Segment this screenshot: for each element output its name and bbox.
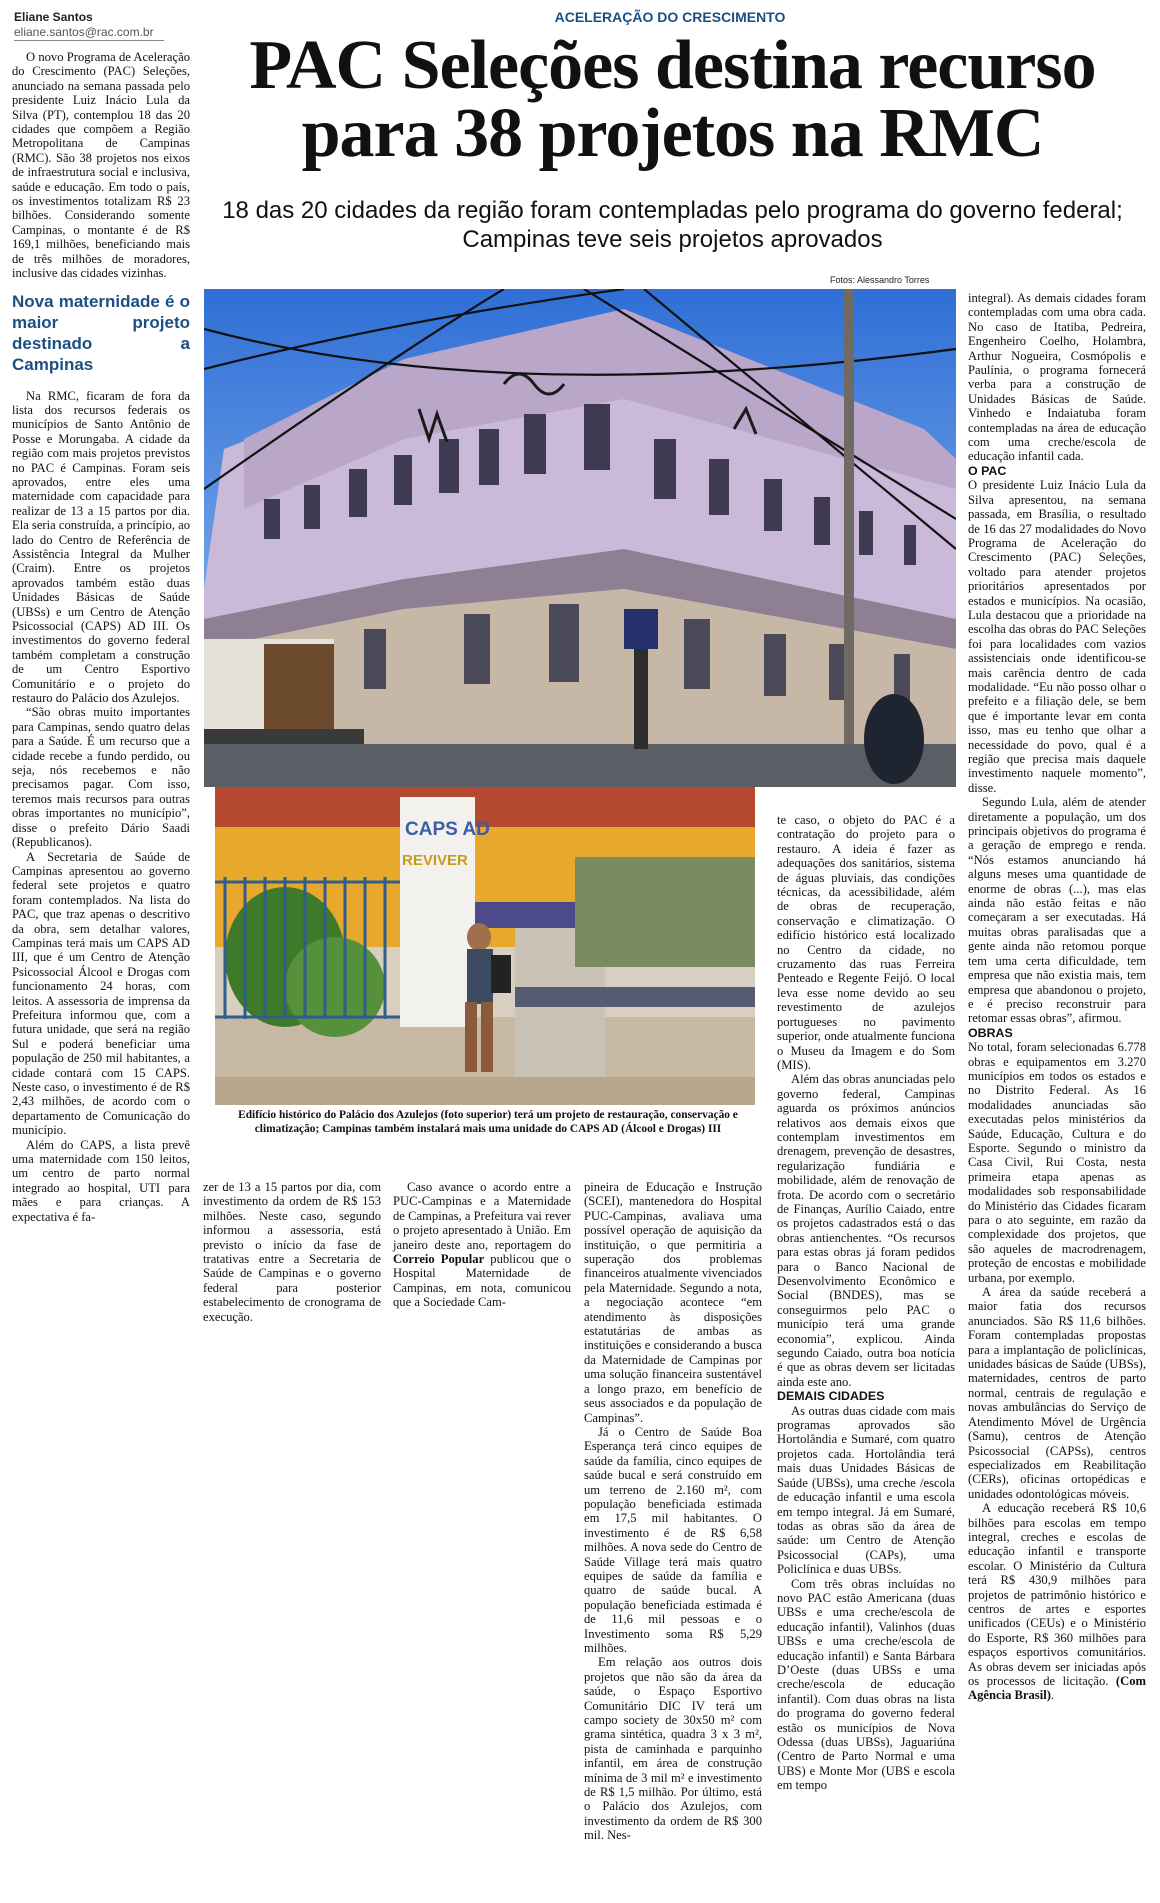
- photo-caption: Edifício histórico do Palácio dos Azulejos (foto superior) terá um projeto de restauração, conservação e climatização; Campinas também instalará mais uma unidade do CAPS AD (Álcool e Drogas) III: [238, 1109, 738, 1135]
- intro-paragraph: O novo Programa de Aceleração do Crescimento (PAC) Seleções, anunciado na semana passada pelo presidente Luiz Inácio Lula da Silva (PT), contemplou 18 das 20 cidades que compõem a Região Metropolitana de Campinas (RMC). São 38 projetos nos eixos de infraestrutura social e inclusiva, saúde e educação. Em todo o país, os investimentos totalizam R$ 23 bilhões. Considerando somente Campinas, o montante é de R$ 169,1 milhões, beneficiando mais de três milhões de moradores, inclusive das cidades vizinhas.: [12, 50, 190, 281]
- paragraph: Já o Centro de Saúde Boa Esperança terá cinco equipes de saúde da família, cinco equipes de saúde bucal e será construído em um terreno de 2.160 m², com população beneficiada estimada em 17,5 mil habitantes. O investimento é de R$ 6,58 milhões. A nova sede do Centro de Saúde Village terá mais quatro equipes de saúde da família e quatro de saúde bucal. A população beneficiada estimada é de 11,6 mil pessoas e o Investimento soma R$ 5,29 milhões.: [584, 1424, 762, 1655]
- headline-line-2: para 38 projetos na RMC: [301, 95, 1044, 172]
- paragraph: No total, foram selecionadas 6.778 obras e equipamentos em 3.270 municípios em todos os estados e no Distrito Federal. As 16 modalidades anunciadas são executadas pelos ministérios da Saúde, Educação, Cultura e do Esporte. Segundo o ministro da Casa Civil, Rui Costa, nesta primeira etapa apenas as modalidades sob responsabilidade do Ministério das Cidades ficaram para o ato seguinte, em razão da complexidade dos projetos, que são aqueles de macrodrenagem, proteção de encostas e mobilidade urbana, por exemplo.: [968, 1040, 1146, 1285]
- headline: [200, 27, 1145, 172]
- subheading-o-pac: O PAC: [968, 463, 1007, 478]
- paragraph: As outras duas cidade com mais programas aprovados são Hortolândia e Sumaré, com quatro projetos cada. Hortolândia terá mais duas Unidades Básicas de Saúde (UBSs), uma creche /escola de educação infantil e uma escola em tempo integral. Já em Sumaré, todas as obras são da área de saúde: um Centro de Atenção Psicossocial (CAPs), uma Policlínica e duas UBSs.: [777, 1403, 955, 1577]
- paragraph: A Secretaria de Saúde de Campinas apresentou ao governo federal sete projetos e quatro foram contemplados. Na lista do PAC, que traz apenas o descritivo da obra, sem detalhar valores, Campinas terá mais um CAPS AD III, que é um Centro de Atenção Psicossocial Álcool e Drogas com funcionamento 24 horas, com leitos. A assessoria de imprensa da Prefeitura informou que, com a futura unidade, que será na região Sul e poderá beneficiar uma população de 250 mil habitantes, a cidade contará com 15 CAPS. Neste caso, o investimento é de R$ 2,43 milhões, de acordo com o departamento de Comunicação do município.: [12, 849, 190, 1138]
- column-5: [777, 813, 955, 1793]
- column-2: [203, 1180, 381, 1324]
- paragraph: O presidente Luiz Inácio Lula da Silva apresentou, na semana passada, em Brasília, o resultado de 16 das 27 modalidades do Novo Programa de Aceleração do Crescimento (PAC) Seleções, voltado para atender projetos prioritários apresentados por estados e municípios. Na ocasião, Lula destacou que a prioridade na escolha das obras do PAC Seleções foi para localidades com vazios assistenciais onde identificou-se mais carência dentro de cada modalidade. “Eu não posso olhar o prefeito e a filiação dele, se bem que é importante levar em conta isso, mas eu tenho que olhar a necessidade do povo, qual é a região que precisa mais daquele investimento naquele momento”, disse.: [968, 478, 1146, 795]
- building-photo-illustration: [204, 289, 956, 787]
- photo-palacio-dos-azulejos: [204, 289, 956, 787]
- paragraph: [968, 1501, 1146, 1703]
- deck: 18 das 20 cidades da região foram contempladas pelo programa do governo federal; Campinas teve seis projetos aprovados: [222, 197, 1123, 253]
- paragraph: integral). As demais cidades foram contempladas com uma obra cada. No caso de Itatiba, Pedreira, Engenheiro Coelho, Holambra, Arthur Nogueira, Cosmópolis e Paulínia, o programa fornecerá verba para a construção de Unidades Básicas de Saúde. Vinhedo e Indaiatuba foram contempladas na área de educação com uma creche/escola de educação infantil cada.: [968, 291, 1146, 464]
- paragraph: [393, 1180, 571, 1310]
- column-3: [393, 1180, 571, 1310]
- paragraph: “São obras muito importantes para Campinas, sendo quatro delas para a Saúde. É um recurso que a cidade recebe a fundo perdido, ou seja, nós recebemos e não precisamos pagar. Com isso, teremos mais recursos para outras obras importantes no município”, disse o prefeito Dário Saadi (Republicanos).: [12, 705, 190, 850]
- paragraph: Com três obras incluídas no novo PAC estão Americana (duas UBSs e uma creche/escola de educação infantil), Valinhos (duas UBSs e uma creche/escola de educação infantil) e Santa Bárbara D’Oeste (duas UBSs e uma creche/escola de educação infantil). Com duas obras na lista do programa do governo federal estão os municípios de Nova Odessa (duas UBSs), Jaguariúna (Centro de Parto Normal e uma UBS) e Monte Mor (UBS e escola em tempo: [777, 1576, 955, 1793]
- paragraph: te caso, o objeto do PAC é a contratação do projeto para o restauro. A ideia é fazer as adequações dos sanitários, sistema de águas pluviais, das condições técnicas, da acessibilidade, além de obras de recuperação, conservação e climatização. O edifício histórico está localizado no Centro da cidade, no cruzamento das ruas Ferreira Penteado e Regente Feijó. O local leva esse nome devido ao seu revestimento de azulejos portugueses no pavimento superior, onde atualmente funciona o Museu da Imagem e do Som (MIS).: [777, 813, 955, 1072]
- author-email[interactable]: eliane.santos@rac.com.br: [14, 25, 154, 39]
- text-run: Caso avance o acordo entre a PUC-Campinas e a Maternidade de Campinas, a Prefeitura vai rever o projeto apresentado à União. Em janeiro deste ano, reportagem do: [393, 1180, 571, 1252]
- column-6: [968, 291, 1146, 1703]
- photo-caps-ad: [215, 787, 755, 1105]
- paragraph: Além do CAPS, a lista prevê uma maternidade com 150 leitos, um centro de parto normal integrado ao hospital, UTI para mães e para crianças. A expectativa é fa-: [12, 1137, 190, 1224]
- source-credit: (Com Agência Brasil): [968, 1674, 1146, 1703]
- text-run: A educação receberá R$ 10,6 bilhões para escolas em tempo integral, creches e escolas de educação infantil e transporte escolar. O Ministério da Cultura terá R$ 430,9 milhões para projetos de patrimônio histórico e centros de artes e esportes unificados (CEUs) e o Ministério do Esporte, R$ 360 milhões para espaços esportivos comunitários. As obras devem ser iniciadas após os processos de licitação.: [968, 1501, 1146, 1688]
- paragraph: A área da saúde receberá a maior fatia dos recursos anunciados. São R$ 11,6 bilhões. Foram contempladas propostas para a implantação de policlínicas, unidades básicas de Saúde (UBSs), maternidades, centros de parto normal, centrais de regulação e novas ambulâncias do Serviço de Atendimento Móvel de Urgência (Samu), centros de Atenção Psicossocial (CAPSs), centros especializados em Reabilitação (CERs), oficinas ortopédicas e unidades odontológicas móveis.: [968, 1285, 1146, 1501]
- paragraph: Segundo Lula, além de atender diretamente a população, um dos principais objetivos do programa é a geração de emprego e renda. “Nós estamos anunciando há alguns meses uma quantidade de enorme de obras (...), mas elas ainda não estão feitas e não começaram a ser executadas. Há muitas obras paralisadas que a gente ainda não retomou porque tem uma certa dificuldade, tem empresa que não existia mais, tem empresa que abandonou o projeto, e é preciso reconstruir para retomar essas obras”, afirmou.: [968, 795, 1146, 1026]
- byline: [14, 10, 154, 40]
- column-1: [12, 50, 190, 1224]
- paragraph: Na RMC, ficaram de fora da lista dos recursos federais os municípios de Santo Antônio de Posse e Morungaba. A cidade da região com mais projetos previstos no PAC é Campinas. Foram seis aprovados, entre eles uma maternidade com capacidade para realizar de 13 a 15 partos por dia. Ela seria construída, a princípio, ao lado do Centro de Referência de Assistência Integral da Mulher (Craim). Entre os projetos aprovados também estão duas Unidades Básicas de Saúde (UBSs) e um Centro de Atenção Psicossocial (CAPS) AD III. Os investimentos do governo federal também completam a construção de um Centro Esportivo Comunitário e o projeto do restauro do Palácio dos Azulejos.: [12, 388, 190, 706]
- caps-photo-illustration: [215, 787, 755, 1105]
- paragraph: pineira de Educação e Instrução (SCEI), mantenedora do Hospital PUC-Campinas, avaliava uma possível operação de aquisição da instituição, o que permitiria a superação dos problemas financeiros atualmente vivenciados pela Maternidade. Segundo a nota, a negociação acontece “em atendimento às disposições estatutárias de ambas as instituições e considerando a busca da Maternidade de Campinas por uma solução financeira sustentável a longo prazo, em benefício de seus associados e da população de Campinas”.: [584, 1180, 762, 1425]
- reviver-sign-text: REVIVER: [402, 852, 468, 869]
- author-name: Eliane Santos: [14, 10, 93, 24]
- text-run: publicou que o Hospital Maternidade de Campinas, em nota, comunicou que a Sociedade Cam-: [393, 1252, 572, 1310]
- byline-rule: [14, 40, 164, 41]
- subheading-demais-cidades: DEMAIS CIDADES: [777, 1389, 885, 1404]
- text-run: .: [1050, 1688, 1055, 1703]
- paragraph: zer de 13 a 15 partos por dia, com investimento da ordem de R$ 153 milhões. Neste caso, segundo informou a assessoria, está previsto o início da fase de tratativas entre a Secretaria de Saúde de Campinas e o governo federal para posterior estabelecimento de cronograma de execução.: [203, 1180, 381, 1324]
- newspaper-name: Correio Popular: [393, 1252, 485, 1267]
- paragraph: Em relação aos outros dois projetos que não são da área da saúde, o Espaço Esportivo Comunitário DIC IV terá um campo society de 30x50 m² com grama sintética, quadra 3 x 3 m², pista de caminhada e parquinho infantil, em área de construção mínima de 3 mil m² e investimento de R$ 1,5 milhão. Por último, está o Palácio dos Azulejos, com investimento da ordem de R$ 300 mil. Nes-: [584, 1655, 762, 1843]
- subheading-obras: OBRAS: [968, 1025, 1013, 1040]
- caps-sign-text: CAPS AD: [405, 819, 490, 840]
- headline-line-1: PAC Seleções destina recurso: [249, 27, 1096, 104]
- paragraph: Além das obras anunciadas pelo governo federal, Campinas aguarda os próximos anúncios relativos aos demais eixos que contemplam investimentos em drenagem, prevenção de desastres, regularização fundiária e mobilidade, além de renovação de frota. De acordo com o secretário de Finanças, Aurílio Caiado, entre os projetos cadastrados está o das obras antienchentes. “Os recursos para estas obras já foram pedidos para o Banco Nacional de Desenvolvimento Econômico e Social (BNDES), mas se conseguirmos pelo PAC o município terá uma grande economia”, explicou. Ainda segundo Caiado, outra boa notícia é que as obras devem ser licitadas ainda este ano.: [777, 1072, 955, 1389]
- subheading-maternity: Nova maternidade é o maior projeto destinado a Campinas: [12, 291, 190, 374]
- photo-credit: Fotos: Alessandro Torres: [830, 275, 930, 285]
- section-kicker: ACELERAÇÃO DO CRESCIMENTO: [554, 9, 786, 25]
- column-4: [584, 1180, 762, 1843]
